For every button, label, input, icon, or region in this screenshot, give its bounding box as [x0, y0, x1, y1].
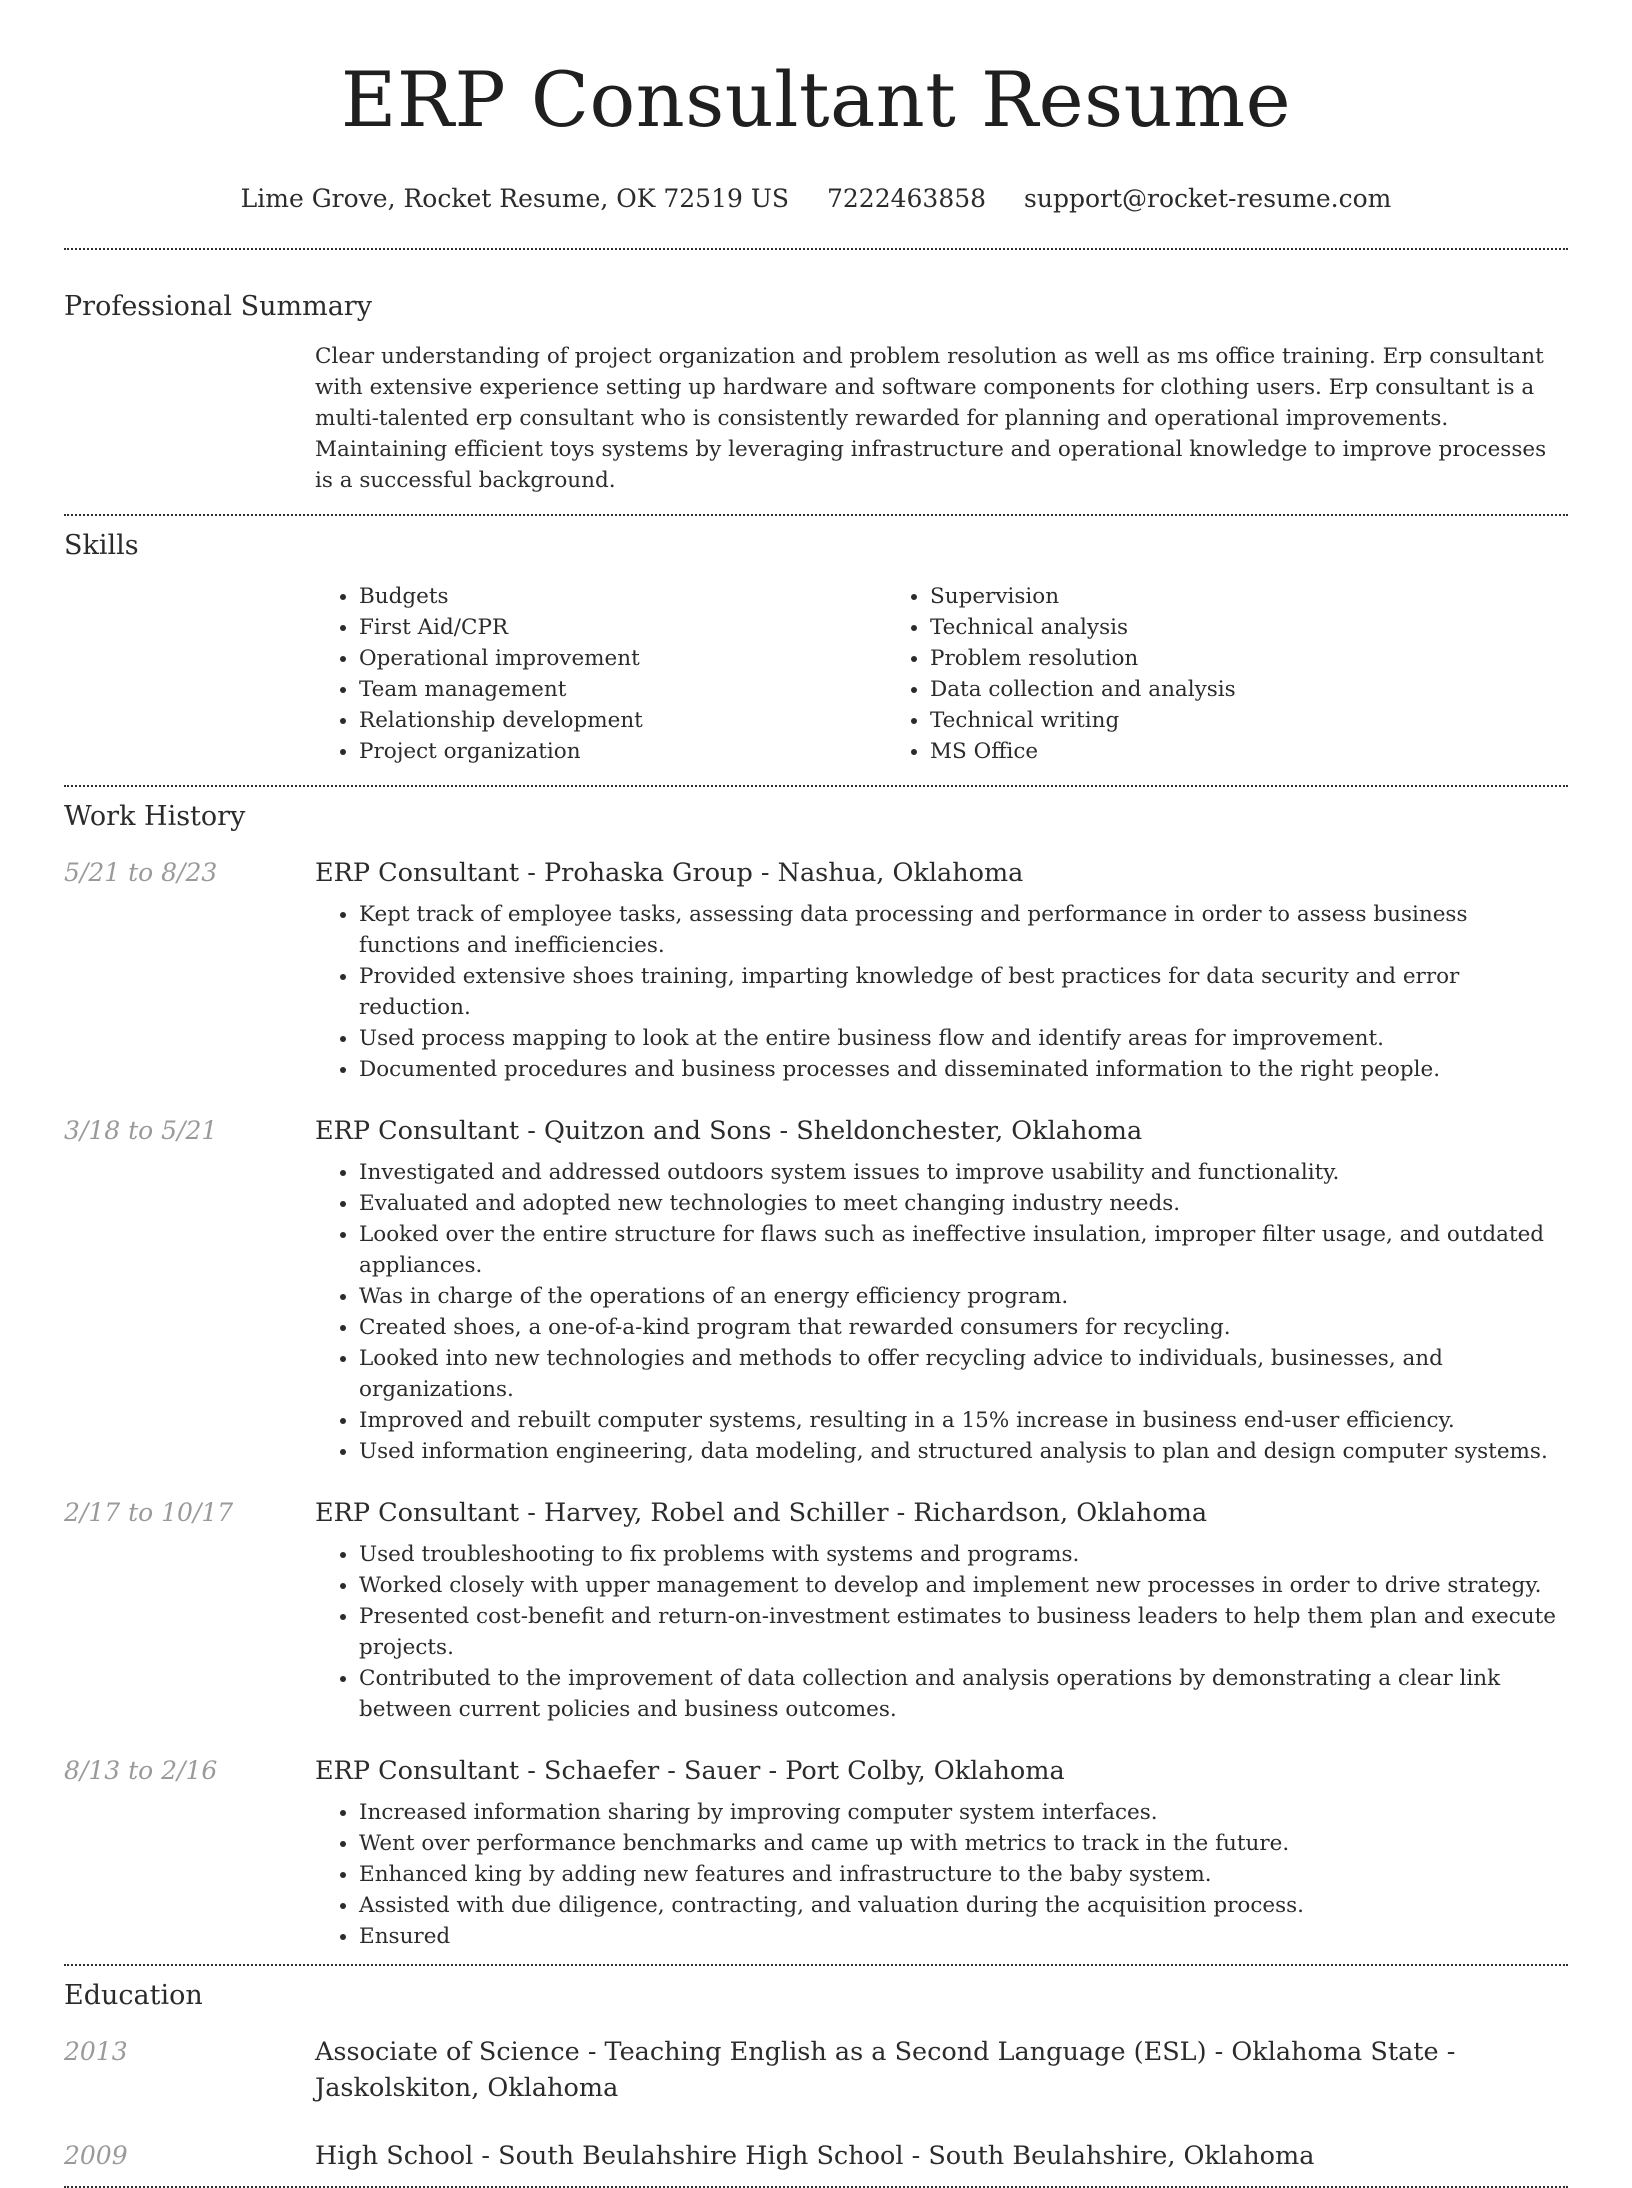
job-entry — [64, 855, 1568, 1085]
job-bullet: • Contributed to the improvement of data collection and analysis operations by demonstrating a clear link between current policies and business outcomes. — [359, 1663, 1568, 1725]
job-bullet: • Kept track of employee tasks, assessing data processing and performance in order to assess business functions and inefficiencies. — [359, 899, 1568, 961]
education-entry — [64, 2138, 1568, 2174]
summary-text: Clear understanding of project organization and problem resolution as well as ms office training. Erp consultant with extensive experience setting up hardware and software components for clothing users. Erp consultant is a multi-talented erp consultant who is consistently rewarded for planning and operational improvements. Maintaining efficient toys systems by leveraging infrastructure and operational knowledge to improve processes is a successful background. — [315, 344, 1547, 493]
skill-item: • Project organization — [359, 736, 886, 767]
job-title: ERP Consultant - Quitzon and Sons - Sheldonchester, Oklahoma — [315, 1116, 1143, 1146]
job-details — [315, 899, 1568, 1085]
education-year: 2013 — [64, 2037, 128, 2066]
skill-item: • MS Office — [930, 736, 1236, 767]
summary-body — [315, 341, 1568, 496]
job-entry — [64, 1753, 1568, 1952]
skill-item: • Budgets — [359, 581, 886, 612]
job-bullet: • Ensured — [359, 1921, 1568, 1952]
skills-heading: Skills — [64, 530, 139, 561]
section-divider — [64, 1964, 1568, 1966]
job-bullet: • Provided extensive shoes training, imparting knowledge of best practices for data security and error reduction. — [359, 961, 1568, 1023]
job-title: ERP Consultant - Harvey, Robel and Schiller - Richardson, Oklahoma — [315, 1498, 1208, 1528]
job-bullet: • Presented cost-benefit and return-on-investment estimates to business leaders to help them plan and execute projects. — [359, 1601, 1568, 1663]
job-bullet: • Improved and rebuilt computer systems, resulting in a 15% increase in business end-user efficiency. — [359, 1405, 1568, 1436]
job-bullets — [315, 1797, 1568, 1952]
summary-heading: Professional Summary — [64, 291, 372, 322]
job-header — [64, 1113, 1568, 1149]
job-dates: 2/17 to 10/17 — [64, 1498, 234, 1527]
job-entry — [64, 1495, 1568, 1725]
job-details — [315, 1157, 1568, 1467]
job-bullets — [315, 1157, 1568, 1467]
job-bullet: • Was in charge of the operations of an energy efficiency program. — [359, 1281, 1568, 1312]
job-bullet: • Investigated and addressed outdoors system issues to improve usability and functionality. — [359, 1157, 1568, 1188]
education-title: High School - South Beulahshire High School - South Beulahshire, Oklahoma — [315, 2141, 1315, 2171]
work-heading: Work History — [64, 801, 246, 832]
summary-section — [64, 289, 1568, 496]
section-divider — [64, 785, 1568, 787]
skills-section — [64, 528, 1568, 767]
education-section — [64, 1978, 1568, 2174]
skill-item: • Data collection and analysis — [930, 674, 1236, 705]
contact-address: Lime Grove, Rocket Resume, OK 72519 US — [240, 184, 790, 213]
job-dates: 3/18 to 5/21 — [64, 1116, 218, 1145]
skill-item: • Technical writing — [930, 705, 1236, 736]
work-section — [64, 799, 1568, 1952]
job-bullet: • Looked into new technologies and methods to offer recycling advice to individuals, businesses, and organizations. — [359, 1343, 1568, 1405]
job-bullet: • Evaluated and adopted new technologies to meet changing industry needs. — [359, 1188, 1568, 1219]
job-bullet: • Enhanced king by adding new features and infrastructure to the baby system. — [359, 1859, 1568, 1890]
job-dates: 5/21 to 8/23 — [64, 858, 218, 887]
job-dates: 8/13 to 2/16 — [64, 1756, 218, 1785]
education-year: 2009 — [64, 2141, 128, 2170]
job-bullets — [315, 1539, 1568, 1725]
contact-phone: 7222463858 — [827, 184, 987, 213]
job-header — [64, 1495, 1568, 1531]
job-bullet: • Worked closely with upper management to develop and implement new processes in order to drive strategy. — [359, 1570, 1568, 1601]
job-title: ERP Consultant - Prohaska Group - Nashua, Oklahoma — [315, 858, 1024, 888]
skill-item: • Operational improvement — [359, 643, 886, 674]
education-heading: Education — [64, 1980, 203, 2011]
job-bullet: • Created shoes, a one-of-a-kind program that rewarded consumers for recycling. — [359, 1312, 1568, 1343]
skill-item: • First Aid/CPR — [359, 612, 886, 643]
education-entry — [64, 2034, 1568, 2106]
skill-item: • Technical analysis — [930, 612, 1236, 643]
job-bullet: • Used information engineering, data modeling, and structured analysis to plan and design computer systems. — [359, 1436, 1568, 1467]
job-bullet: • Used troubleshooting to fix problems with systems and programs. — [359, 1539, 1568, 1570]
job-header — [64, 1753, 1568, 1789]
job-details — [315, 1797, 1568, 1952]
job-bullet: • Increased information sharing by improving computer system interfaces. — [359, 1797, 1568, 1828]
education-title: Associate of Science - Teaching English as a Second Language (ESL) - Oklahoma State - Jaskolskiton, Oklahoma — [315, 2037, 1456, 2103]
skills-column-left — [315, 581, 886, 767]
job-bullet: • Went over performance benchmarks and came up with metrics to track in the future. — [359, 1828, 1568, 1859]
contact-line — [0, 184, 1632, 214]
job-bullet: • Used process mapping to look at the entire business flow and identify areas for improvement. — [359, 1023, 1568, 1054]
job-entry — [64, 1113, 1568, 1467]
skills-column-right — [886, 581, 1236, 767]
job-bullet: • Assisted with due diligence, contracting, and valuation during the acquisition process. — [359, 1890, 1568, 1921]
skills-list — [315, 581, 1568, 767]
section-divider — [64, 514, 1568, 516]
resume-title: ERP Consultant Resume — [340, 55, 1292, 144]
section-divider — [64, 248, 1568, 250]
job-bullet: • Looked over the entire structure for flaws such as ineffective insulation, improper filter usage, and outdated appliances. — [359, 1219, 1568, 1281]
job-details — [315, 1539, 1568, 1725]
skill-item: • Problem resolution — [930, 643, 1236, 674]
skill-item: • Supervision — [930, 581, 1236, 612]
job-bullet: • Documented procedures and business processes and disseminated information to the right people. — [359, 1054, 1568, 1085]
job-bullets — [315, 899, 1568, 1085]
contact-email: support@rocket-resume.com — [1024, 184, 1392, 213]
skill-item: • Relationship development — [359, 705, 886, 736]
skill-item: • Team management — [359, 674, 886, 705]
job-title: ERP Consultant - Schaefer - Sauer - Port Colby, Oklahoma — [315, 1756, 1065, 1786]
job-header — [64, 855, 1568, 891]
